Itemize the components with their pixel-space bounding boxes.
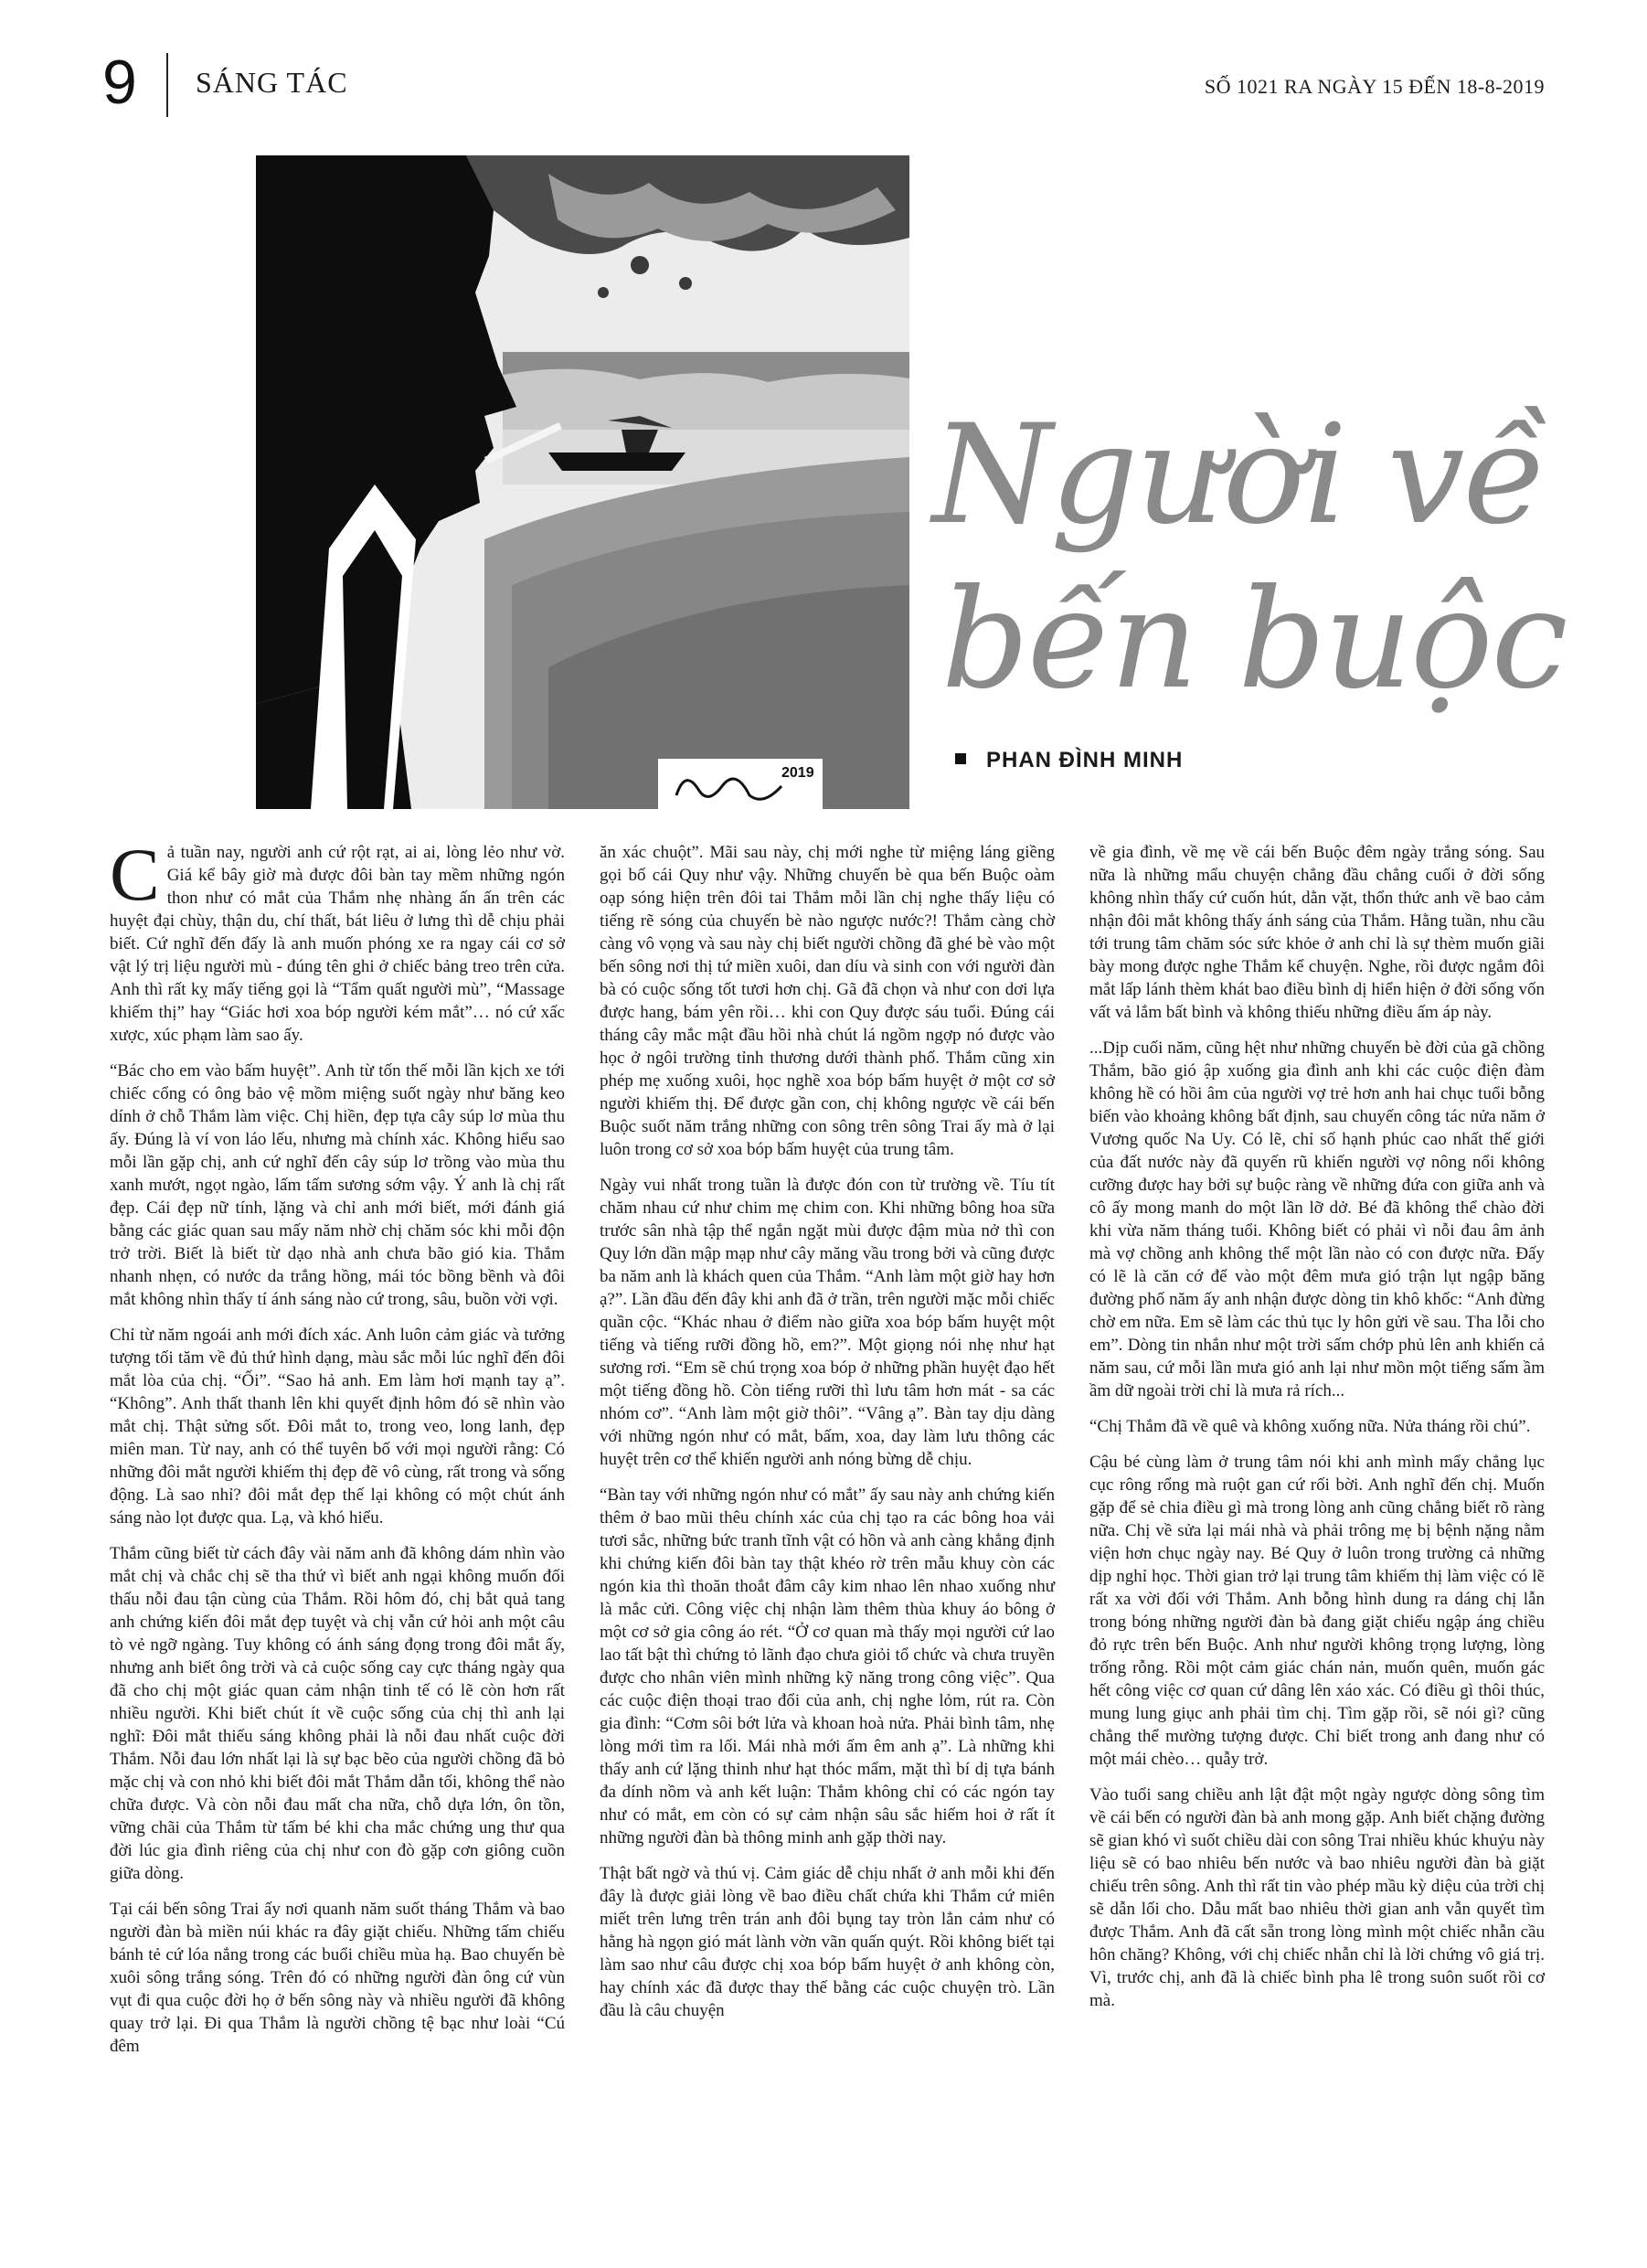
illustration-signature: 2019 <box>781 765 814 781</box>
paragraph: “Chị Thắm đã về quê và không xuống nữa. Nửa tháng rồi chú”. <box>1089 1417 1531 1436</box>
paragraph: “Bàn tay với những ngón như có mắt” ấy sau này anh chứng kiến thêm ở bao mũi thêu chính xác của chị tạo ra các bông hoa vải tươi sắc, những bức tranh tĩnh vật có hồn và anh càng khẳng định khi chứng kiến đôi bàn tay thật khéo rờ trên mẫu khuy còn các ngón kia thì thoăn thoắt đâm cây kim nhao lên nhao xuống như là mắc cửi. Công việc chị nhận làm thêm thùa khuy áo bông ở một cơ sở gia công áo rét. “Ở cơ quan mà thấy mọi người cứ lao lao tất bật thì chứng tỏ lãnh đạo chưa giỏi tổ chức và chưa truyền được cho nhân viên mình những kỹ năng trong công việc”. Qua các cuộc điện thoại trao đổi của anh, chị nghe lỏm, rút ra. Còn gia đình: “Cơm sôi bớt lửa và khoan hoà nửa. Phải bình tâm, nhẹ lòng mới tìm ra lối. Mái nhà mới ấm êm anh ạ”. Là những khi thấy anh cứ lặng thinh như hạt thóc mẩm, mặt thì bí dị tựa bánh đa dính nồm và anh kết luận: Thắm không chỉ có các ngón tay như có mắt, em còn có sự cảm nhận sâu sắc hiếm hoi ở rất ít những người đàn bà thông minh anh gặp thời nay. <box>600 1485 1055 1847</box>
page-number: 9 <box>102 48 137 117</box>
section-title: SÁNG TÁC <box>196 66 348 99</box>
illustration-graphic <box>256 155 909 809</box>
drop-cap: C <box>110 833 160 916</box>
paragraph: Cậu bé cùng làm ở trung tâm nói khi anh mình mẩy chẳng lục cục rông rổng mà ruột gan cứ rối bời. Anh nghĩ đến chị. Muốn gặp để sẻ chia điều gì mà trong lòng anh cũng chẳng biết rõ ràng nữa. Chị về sửa lại mái nhà và phải trông mẹ bị bệnh nặng nằm viện hơn chục ngày nay. Bé Quy ở luôn trong trường cả những dịp nghỉ học. Thời gian trở lại trung tâm khiếm thị làm việc có lẽ rất xa vời đối với Thắm. Anh bỗng hình dung ra dáng chị lẫn trong bóng những người đàn bà đang giặt chiếu ngập áng chiều đỏ rực trên bến Buộc. Anh như người không trọng lượng, lòng trống rỗng. Rồi một cảm giác chán nản, muốn quên, muốn gác hết công việc cơ quan cứ dâng lên xáo xác. Có điều gì thôi thúc, mung lung giục anh phải tìm chị. Tìm gặp rồi, sẽ nói gì? cũng chẳng thể mường tượng được. Chỉ biết trong anh đang như có một mái chèo… quẫy trở. <box>1089 1453 1545 1769</box>
byline-square-icon <box>955 753 966 764</box>
paragraph: ...Dịp cuối năm, cũng hệt như những chuyến bè đời của gã chồng Thắm, bão gió ập xuống gia đình anh khi các cuộc điện đàm không hề có hồi âm của người vợ trẻ hơn anh hai chục tuổi bỗng biến vào khoảng không bất định, sau chuyến công tác nửa năm ở Vương quốc Na Uy. Có lẽ, chỉ số hạnh phúc cao nhất thế giới của đất nước này đã quyến rũ khiến người vợ nông nổi không cưỡng được hay bởi sự buộc ràng về những đứa con giữa anh và cô ấy mong manh do một lần lỡ dở. Bé đã không thể chào đời khi vừa năm tháng tuổi. Không biết có phải vì nỗi đau âm ảnh mà vợ chồng anh không thể một lần nào có con được nữa. Đấy có lẽ là căn cớ để vào một đêm mưa gió trận lụt ngập băng đường phố năm ấy anh nhận được dòng tin khô khốc: “Anh đừng chờ em nữa. Em sẽ làm các thủ tục ly hôn gửi về sau. Tha lỗi cho em”. Dòng tin nhắn như một trời sấm chớp phủ lên anh khiến cả năm sau, cứ mỗi lần mưa gió anh lại như mồn một tiếng sấm ầm ầm dữ ngoài trời chỉ là mưa rả rích... <box>1089 1038 1545 1400</box>
article-body <box>110 833 1545 2194</box>
paragraph: Ngày vui nhất trong tuần là được đón con từ trường về. Tíu tít chăm nhau cứ như chim mẹ chim con. Khi những bông hoa sữa trước sân nhà tập thể ngắn ngặt mùi được đậm mùa nở thì con Quy lớn dần mập mạp như cây măng vầu trong bởi và cũng được ba năm anh là khách quen của Thắm. “Anh làm một giờ hay hơn ạ?”. Lần đầu đến đây khi anh đã ở trần, trên người mặc mỗi chiếc quần cộc. “Khác nhau ở điểm nào giữa xoa bóp bấm huyệt một tiếng và tiếng rưỡi đồng hồ, em?”. Một giọng nói nhẹ như hạt sương rơi. “Em sẽ chú trọng xoa bóp ở những phần huyệt đạo hết một tiếng đồng hồ. Còn tiếng rưỡi thì lưu tâm hơn mát - sa các nhóm cơ”. “Anh làm một giờ thôi”. “Vâng ạ”. Bàn tay dịu dàng với những ngón như có mắt, bấm, xoa, day làm lưu thông các huyệt trên cơ thể khiến người anh nóng bừng dễ chịu. <box>600 1176 1055 1469</box>
paragraph: Thắm cũng biết từ cách đây vài năm anh đã không dám nhìn vào mắt chị và chắc chị sẽ tha thứ vì biết anh ngại không muốn đối thấu nỗi đau tận cùng của Thắm. Rồi hôm đó, chị bắt quả tang anh chứng kiến đôi mắt đẹp tuyệt và chị vẫn cứ hỏi anh một câu tò vẻ ngỡ ngàng. Tuy không có ánh sáng đọng trong đôi mắt ấy, nhưng anh biết ông trời và cả cuộc sống cay cực tháng ngày qua đã cho chị một giác quan cảm nhận tinh tế có lẽ còn hơn rất nhiều người. Khi biết chút ít về cuộc sống của chị thì anh lại nghĩ: Đôi mắt thiếu sáng không phải là nỗi đau nhất cuộc đời Thắm. Nỗi đau lớn nhất lại là sự bạc bẽo của người chồng đã bỏ mặc chị và con nhỏ khi biết đôi mắt Thắm dẫn tối, không thể nào chữa được. Và còn nỗi đau mất cha nữa, chỗ dựa lớn, ôn tồn, vững chãi của Thắm từ tấm bé khi cha mắc chứng ung thư qua đời lúc gia đình riêng của chị như con đò gặp cơn giông cuồn giữa dòng. <box>110 1544 565 1883</box>
story-illustration <box>256 155 909 809</box>
paragraph: Vào tuổi sang chiều anh lật đật một ngày ngược dòng sông tìm về cái bến có người đàn bà anh mong gặp. Anh biết chặng đường sẽ gian khó vì suốt chiều dài con sông Trai nhiều khúc khuỷu này liệu sẽ có bao nhiêu bến nước và bao nhiêu người đàn bà giặt chiếu trên sông. Anh thì rất tin vào phép mầu kỳ diệu của trời chị sẽ dẫn lối cho. Dẫu mất bao nhiêu thời gian anh vẫn quyết tìm được Thắm. Anh đã cất sẵn trong lòng mình một chiếc nhẫn cầu hôn chăng? Không, với chị chiếc nhẫn chỉ là lời chứng vô giá trị. Vì, trước chị, anh đã là chiếc bình pha lê trong suôn suốt rồi cơ mà. <box>1089 1785 1545 2010</box>
author-name: PHAN ĐÌNH MINH <box>986 748 1184 772</box>
page-header <box>102 46 1545 119</box>
paragraph: Chỉ từ năm ngoái anh mới đích xác. Anh luôn cảm giác và tưởng tượng tối tăm về đủ thứ hình dạng, màu sắc mỗi lúc nghĩ đến đôi mắt lòa của chị. “Ối”. “Sao hả anh. Em làm hơi mạnh tay ạ”. “Không”. Anh thất thanh lên khi quyết định hôm đó sẽ nhìn vào mắt chị. Thật sửng sốt. Đôi mắt to, trong veo, long lanh, đẹp miên man. Từ nay, anh có thể tuyên bố với mọi người rằng: Có những đôi mắt người khiếm thị đẹp đẽ vô cùng, rất trong và sống động. Là sao nhỉ? đôi mắt đẹp thế lại không có một chút ánh sáng nào lọt được qua. Lạ, và khó hiểu. <box>110 1326 565 1528</box>
paragraph: Cả tuần nay, người anh cứ rột rạt, ai ai, lòng lẻo như vờ. Giá kể bây giờ mà được đôi bàn tay mềm những ngón thon như có mắt của Thắm nhẹ nhàng ấn ấn trên các huyệt đại chùy, thận du, chí thất, bát liêu ở lưng thì dễ chịu phải biết. Cứ nghĩ đến đấy là anh muốn phóng xe ra ngay cái cơ sở vật lý trị liệu người mù - đúng tên ghi ở chiếc bảng treo trên cửa. Anh thì rất kỵ mấy tiếng gọi là “Tẩm quất người mù”, “Massage khiếm thị” hay “Giác hơi xoa bóp người kém mắt”… nó cứ xấc xược, xúc phạm làm sao ấy. <box>110 833 565 1045</box>
paragraph: Tại cái bến sông Trai ấy nơi quanh năm suốt tháng Thắm và bao người đàn bà miền núi khác ra đây giặt chiếu. Những tấm chiếu bánh tẻ cứ lóa nắng trong các buổi chiều mùa hạ. Bao chuyến bè xuôi sông trắng sóng. Trên đó có những người đàn ông cứ vùn vụt đi qua cuộc đời họ ở bến sông này và nhiều người đã không quay trở lại. Đi qua Thắm là người chồng tệ bạc như loài “Cú đêm <box>110 1900 565 2056</box>
paragraph: “Bác cho em vào bấm huyệt”. Anh từ tốn thế mỗi lần kịch xe tới chiếc cổng có ông bảo vệ mồm miệng suốt ngày như băng keo dính ở chỗ Thắm làm việc. Chị hiền, đẹp tựa cây súp lơ mùa thu ấy. Đúng là ví von láo lếu, nhưng mà chính xác. Không hiểu sao mỗi lần gặp chị, anh cứ nghĩ đến cây súp lơ trồng vào mùa thu xanh mướt, ngọt ngào, lấm tấm sương sớm vậy. Ý anh là chị rất đẹp. Cái đẹp nữ tính, lặng và chỉ anh mới biết, mới đánh giá bằng các giác quan sau mấy năm nhờ chị chăm sóc khi mỗi độn trở trời. Biết là biết từ dạo nhà anh chưa bão gió kia. Thắm nhanh nhẹn, có nước da trắng hồng, mái tóc bồng bềnh và đôi mắt không nhìn thấy tí ánh sáng nào cứ trong, sâu, buồn vời vợi. <box>110 1061 565 1309</box>
paragraph: ăn xác chuột”. Mãi sau này, chị mới nghe từ miệng láng giềng gọi bố cái Quy như vậy. Những chuyến bè qua bến Buộc oàm oạp sóng hiện trên đôi tai Thắm mỗi lần chị nghe thấy liệu có tiếng rẽ sóng của chuyến bè nào ngược nước?! Thắm càng chờ càng vô vọng và sau này chị biết người chồng đã ghé bè vào một bến sông nơi thị tứ miền xuôi, dan díu và sinh con với người đàn bà có cuộc sống tốt tươi hơn chị. Gã đã chọn và như con dơi lựa được hang, bám yên rồi… khi con Quy được sáu tuổi. Đúng cái tháng cây mắc mật đầu hồi nhà chút lá ngồm ngợp nó được vào học ở ngôi trường tỉnh thương dưới thành phố. Thắm cũng xin phép mẹ xuống xuôi, học nghề xoa bóp bấm huyệt ở một cơ sở người khiếm thị. Để được gần con, chị không ngược về cái bến Buộc suốt năm trắng những con sông trên sông Trai ấy mà ở lại luôn trong cơ sở xoa bóp bấm huyệt của trung tâm. <box>600 843 1055 1159</box>
author-byline <box>955 748 1183 773</box>
issue-date: SỐ 1021 RA NGÀY 15 ĐẾN 18-8-2019 <box>1204 75 1545 98</box>
paragraph: về gia đình, về mẹ về cái bến Buộc đêm ngày trắng sóng. Sau nữa là những mẩu chuyện chẳng đầu chẳng cuối ở đời sống không nhìn thấy cứ cuốn hút, dằn vặt, thổn thức anh về bao cảm nhận đôi mắt không thấy ánh sáng của Thắm. Hằng tuần, nhu cầu tới trung tâm chăm sóc sức khỏe ở anh chỉ là sự thèm muốn giãi bày mong được nghe Thắm kể chuyện. Nghe, rồi được ngắm đôi mắt lấp lánh thèm khát bao điều bình dị hiển hiện ở đời sống vốn vất vả lắm bất bình và không thiếu những điều ấm áp này. <box>1089 843 1545 1022</box>
article-title <box>932 393 1572 722</box>
column-1 <box>110 833 565 2071</box>
header-divider <box>166 53 168 117</box>
title-line-1: Người về <box>932 396 1546 555</box>
paragraph: Thật bất ngờ và thú vị. Cảm giác dễ chịu nhất ở anh mỗi khi đến đây là được giải lòng về bao điều chất chứa khi Thắm cứ miên miết trên lưng trên trán anh đôi bụng tay tròn lẳn cảm như có hằng hà ngọn gió mát lành vờn vãn quấn quýt. Rồi không biết tại làm sao như câu được chị xoa bóp bấm huyệt ở anh không còn, hay chính xác đã được thay thế bằng các cuộc chuyện trò. Lần đầu là câu chuyện <box>600 1864 1055 2020</box>
column-3 <box>1089 841 1545 2025</box>
title-line-2: bến buộc <box>941 560 1567 719</box>
column-2 <box>600 841 1055 2035</box>
